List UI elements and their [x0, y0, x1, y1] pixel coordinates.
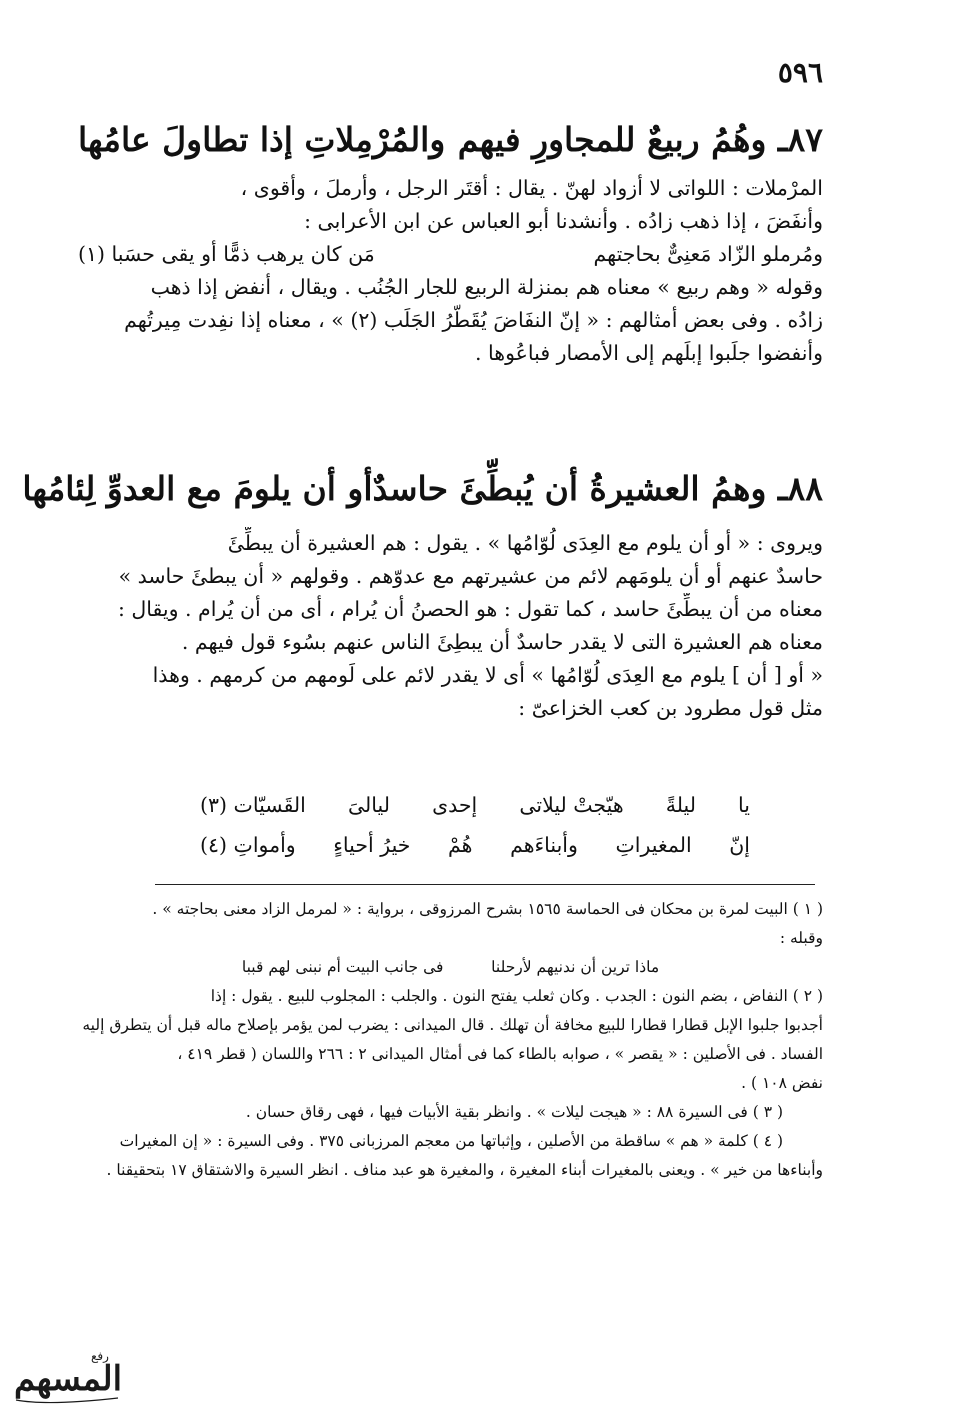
footnote-2-cont: الفساد . فى الأصلين : « يقصر » ، صوابه بالطاء كما فى أمثال الميدانى ٢ : ٢٦٦ واللسان ( قطر ٤١٩ ، [177, 1045, 823, 1063]
poem-word: خيرُ أحياءٍ [333, 833, 411, 857]
poem-word: ليالىَ [347, 793, 390, 817]
footnote-1-verse [78, 953, 823, 982]
poem-couplet [200, 789, 750, 869]
footnote-1-cont: وقبله : [779, 929, 823, 947]
commentary-line: معناه هم العشيرة التى لا يقدر حاسدٌ أن يبطِئَ الناس عنهم بسُوء قول فيهم . [181, 630, 823, 654]
quoted-verse-first: ومُرملو الزّاد مَعنِىٌّ بحاجتهم [593, 242, 823, 266]
quoted-verse-second: مَن كان يرهب ذمًّا أو يقى حسَبا (١) [78, 242, 375, 266]
commentary-line: وأنفضوا جلَبوا إبلَهم إلى الأمصار فباعُوها . [475, 341, 823, 365]
commentary-line: وقوله « وهم ربيع » معناه هم بمنزلة الربيع للجار الجُنُب . ويقال ، أنفض إذا ذهب [150, 275, 823, 299]
poem-line [200, 789, 750, 829]
footnote-4-cont: وأبناءها من خير » . ويعنى بالمغيرات أبناء المغيرة ، والمغيرة هو عبد مناف . انظر السيرة والاشتقاق ١٧ بتحقيقنا . [106, 1161, 823, 1179]
commentary-line: مثل قول مطرود بن كعب الخزاعىّ : [518, 696, 823, 720]
poem-word: هيّجتْ ليلاتى [519, 793, 624, 817]
footnote-separator [155, 884, 815, 885]
quoted-verse [78, 238, 823, 271]
poem-word: المغيراتِ [615, 833, 692, 857]
svg-text:رفع: رفع [91, 1349, 109, 1363]
poem-line [200, 829, 750, 869]
commentary-line: « أو [ أن ] يلوم مع العِدَى لُوّامُها » أى لا يقدر لائم على لَومهم من كرمهم . وهذا [152, 663, 823, 687]
footnote-2: ( ٢ ) النفاض ، بضم النون : الجدب . وكان ثعلب يفتح النون . والجلب : المجلوب للبيع . يقول : إذا [210, 987, 823, 1005]
commentary-87 [78, 172, 823, 370]
commentary-line: معناه من أن يبطِّئَ حاسد ، كما تقول : هو الحصنُ أن يُرام ، أى من أن يُرام . ويقال : [117, 597, 823, 621]
poem-word: القَسيّات (٣) [200, 793, 306, 817]
poem-word: ليلةً [665, 793, 696, 817]
footnote-verse-first: ماذا ترين أن ندنيهم لأرحلنا [491, 958, 660, 976]
footnote-verse-second: فى جانب البيت أم نبنى لهم قببا [241, 958, 444, 976]
footnotes [78, 895, 823, 1185]
commentary-line: حاسدٌ عنهم أو أن يلومَهم لائم من عشيرتهم مع عدوّهم . وقولهم « أن يبطئَ حاسد » [118, 564, 823, 588]
verse-87-first-hemistich: ٨٧ـ وهُمُ ربيعٌ للمجاورِ فيهم [457, 120, 823, 159]
verse-88-first-hemistich: ٨٨ـ وهمُ العشيرةُ أن يُبطِّئَ حاسدٌ [372, 469, 823, 508]
verse-87-heading [78, 118, 823, 162]
footnote-3: ( ٣ ) فى السيرة ٨٨ : « هيجت ليلات » . وانظر بقية الأبيات فيها ، فهى رقاق حسان . [245, 1103, 783, 1121]
verse-88-heading [22, 467, 823, 511]
commentary-line: زادُه . وفى بعض أمثالهم : « إنّ النفَاضَ يُقَطّرُ الجَلَب (٢) » ، معناه إذا نفِدت مِيرتُهم [124, 308, 823, 332]
poem-word: إنّ [729, 833, 750, 857]
footnote-2-cont: أجدبوا جلبوا الإبل قطارا قطارا للبيع مخافة أن تهلك . قال الميدانى : يضرب لمن يؤمر بإصلاح ماله قبل أن يتطرق إليه [82, 1016, 823, 1034]
footnote-2-cont: نفض ١٠٨ ) . [741, 1074, 823, 1092]
commentary-88 [78, 527, 823, 725]
poem-word: وأبناءَهم [510, 833, 578, 857]
footnote-4: ( ٤ ) كلمة « هم » ساقطة من الأصلين ، وإثباتها من معجم المرزبانى ٣٧٥ . وفى السيرة : « إن المغيرات [119, 1132, 783, 1150]
library-stamp-logo [8, 1340, 128, 1412]
poem-word: هُمْ [448, 833, 473, 857]
verse-88-second-hemistich: أو أن يلومَ مع العدوِّ لِئامُها [22, 469, 373, 508]
commentary-line: ويروى : « أو أن يلوم مع العِدَى لُوّامُها » . يقول : هم العشيرة أن يبطِّئَ [227, 531, 823, 555]
verse-87-second-hemistich: والمُرْمِلاتِ إذا تطاولَ عامُها [78, 120, 446, 159]
svg-text:المسهم: المسهم [13, 1359, 123, 1399]
commentary-line: وأنفَضَ ، إذا ذهب زادُه . وأنشدنا أبو العباس عن ابن الأعرابى : [304, 209, 823, 233]
poem-word: وأمواتِ (٤) [200, 833, 296, 857]
poem-word: إحدى [432, 793, 478, 817]
footnote-1: ( ١ ) البيت لمرة بن محكان فى الحماسة ١٥٦٥ بشرح المرزوقى ، برواية : « لمرمل الزاد معنى بحاجته » . [152, 900, 823, 918]
poem-word: يا [738, 793, 750, 817]
page-number: ٥٩٦ [777, 56, 823, 89]
commentary-line: المرْملات : اللواتى لا أزواد لهنّ . يقال : أقتَر الرجل ، وأرملَ ، وأقوى ، [240, 176, 823, 200]
